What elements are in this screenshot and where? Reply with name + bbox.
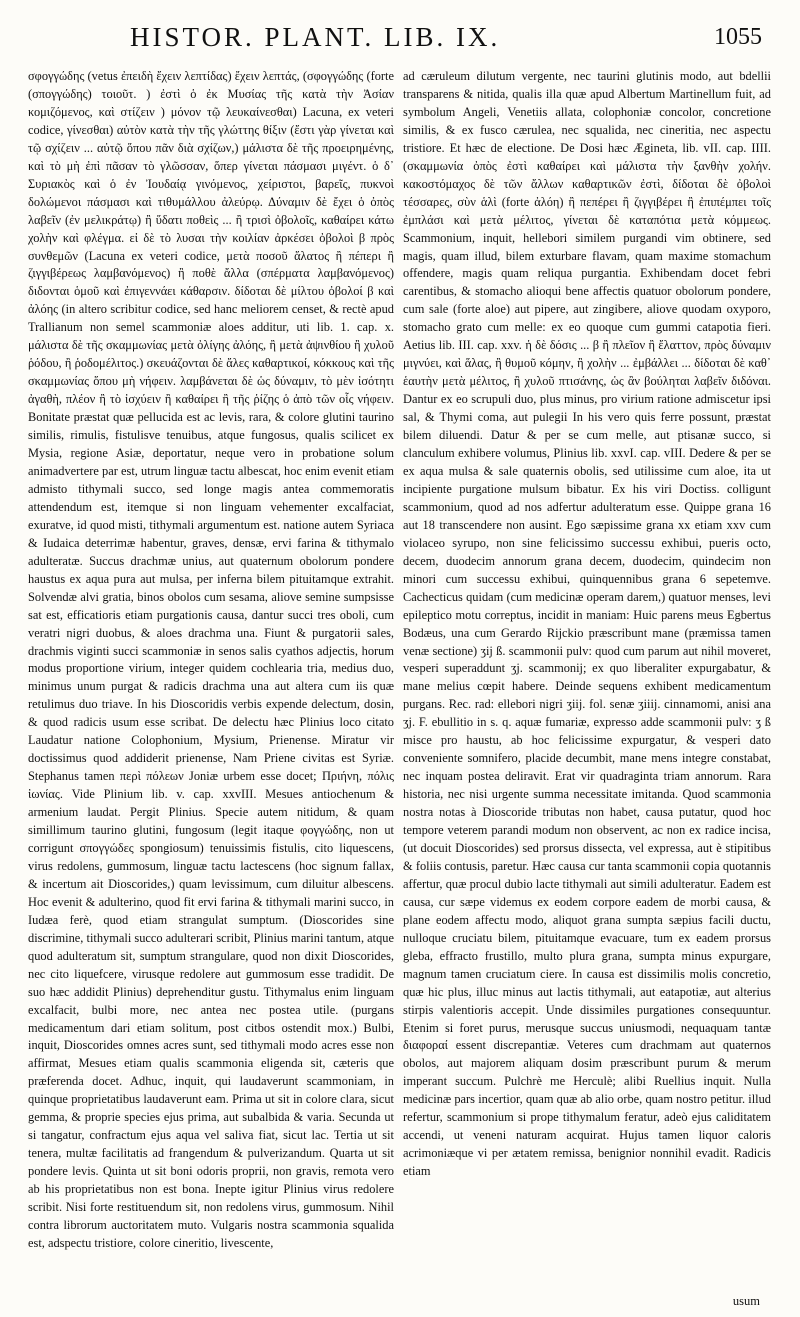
left-column-text: σφογγώδης (vetus ἐπειδὴ ἔχειν λεπτίδας) ἔχειν λεπτάς, (σφογγώδης (forte (σπογγώδης) τοιοῦτ. ) ἐστὶ ὁ ἐκ Μυσίας τῆς κατὰ τὴν Ἀσίαν κομιζόμενος, καὶ στίζειν ) μόνον τῷ λευκαίνεσθαι) Lacuna, ex veteri codice, γίνεσθαι) αὐτὸν κατὰ τὴν τῆς γλώττης θίξιν (ἔστι γὰρ γίνεται καὶ τῷ σχίζειν ... αὐτῷ ὅπου πᾶν διὰ σχίζων,) μάλιστα δὲ τῆς προειρημένης, καὶ τὸ μὴ ἐπὶ πᾶσαν τὸ γλῶσσαν, ὅπερ γίνεται πάσμασι μιγέντ. ὁ δ᾽ Συριακὸς καὶ ὁ ἐν Ἰουδαίᾳ γινόμενος, χείριστοι, βαρεῖς, πυκνοὶ δολώμενοι πάσμασι καὶ τιθυμάλλου ἀλεύρῳ. Δύναμιν δὲ ἔχει ὁ ὀπὸς λαβεῖν (ἐν μελικράτῳ) ἢ ὕδατι ποθεὶς ... ἢ τρισὶ ὀβολοῖς, καθαίρει κάτω χολὴν καὶ φλέγμα. εἰ δὲ τὸ λυσαι τὴν κοιλίαν ἀρκέσει ὀβολοὶ β πρὸς συνθεμῶν (Lacuna ex veteri codice, μετὰ ποσοῦ ἅλατος ἢ πέπερι ἢ ζιγγιβέρεως λαμβανόμενος) ἢ ποθὲ ἄλλα (σπέρματα λαμβανόμενος) διδονται ὁμοῦ καὶ ἐπιγεννάει κάθαρσιν. δίδοται δὲ μίλτου ὀβολοί β καὶ ἀλόης (in altero scribitur codice, sed hanc meliorem censet, & rectè apud Trallianum non semel scammoniæ aloes additur, uti lib. 1. cap. x. μάλιστα δὲ τῆς σκαμμωνίας μετὰ ὀλίγης ἀλόης, ἢ μετὰ ἀψινθίου ἢ χυλοῦ ῥόδου, ἢ ῥοδομέλιτος.) σκευάζονται δὲ ἄλες καθαρτικοί, κόκκους καὶ τῆς σκαμμωνίας ὅπου μὴ νήφειν. λαμβάνεται δὲ ὡς δύναμιν, τὸ μὲν ἰσότητι ἀγαθὴ, πλέον ἢ τὸ ἰσχύειν ἢ καθαίρει ἢ τῆς ῥίζης ὁ ἀπὸ τῶν οἷς νήφειν. Bonitate præstat quæ pellucida est ac levis, rara, & colore glutini taurino similis, rimulis, fistulisve tenuibus, atque fungosus, qualis scilicet ex Mysia, regione Asiæ, deportatur, neque vero in probatione solum animadvertere par est, utrum linguæ tactu albescat, hoc enim evenit etiam admisto tithymali succo, sed longe magis antea commemoratis attendendum est, itemque si non linguam vehementer excalfaciat, exuratve, id quod misti, tithymali argumentum est. natione autem Syriaca & Iudaica deterrimæ habentur, graves, densæ, ervi farina & tithymalo adulteratæ. Succus drachmæ unius, aut quaternum obolorum pondere haustus ex aqua pura aut mulsa, per inferna bilem pituitamque extrahit. Solvendæ alvi gratia, binos obolos cum sesama, aliove semine sumpsisse sat est, efficatioris etiam purgationis causa, dantur succi tres oboli, cum veratri nigri duobus, & aloes drachma una. Fiunt & purgatorii sales, drachmis viginti succi scammoniæ in senos salis cyathos adjectis, horum modus proportione virium, integer quidem cochlearia tria, medius duo, minimus unum purgat & radicis drachma una aut altera cum iis quæ retulimus duo triave. In his Dioscoridis verbis expende delectum, dosin, & quod radicis usum esse scribat. De delectu hæc Plinius loco citato Laudatur natione Colophonium, Mysium, Prienense. Miratur vir doctissimus quod addiderit prienense, Nam Priene civitas est Syriæ. Stephanus tamen περὶ πόλεων Joniæ urbem esse docet; Πριήνη, πόλις ἰωνίας. Vide Plinium lib. v. cap. xxvIII. Mesues antiochenum & armenium laudat. Pergit Plinius. Specie autem nitidum, & quam simillimum taurino glutini, fungosum (legit itaque φογγώδης, non ut corrigunt σπογγώδες spongiosum) tenuissimis fistulis, cito liquescens, virus redolens, gummosum, linguæ tactu lactescens (hoc signum fallax, & incertum ait Dioscorides,) quam levissimum, cum diluitur albescens. Hoc evenit & adulterino, quod fit ervi farina & tithymali marini succo, in Iudæa ferè, quod etiam strangulat sumptum. (Dioscorides sine discrimine, tithymali succo adulterari scribit, Plinius marini tantum, atque quod adulteratum sit, sumptum strangulare, quod non dixit Dioscorides, nec cito liquefcere, virusque redolere aut gummosum esse tradidit. De suo hæc addidit Plinius) deprehenditur gustu. Tithymalus enim linguam excalfacit, bulbi more, nec antea nec postea utile. (purgans medicamentum dari etiam solitum, post citbos ostendit mox.) Bulbi, inquit, Dioscorides omnes acres sunt, sed tithymali modo acres esse non affirmat, Mesues etiam qualis scammonia eligenda sit, cæteris que præferenda docet. Adhuc, inquit, qui laudaverunt scammoniam, in quinque proprietatibus laudaverunt eam. Prima ut sit in colore clara, sicut gemma, & proprie species ejus prima, aut subalbida & varia. Secunda ut si tangatur, confractum ejus aqua vel saliva fiat, sicut lac. Tertia ut sit tenera, multæ facilitatis ad frangendum & pulverizandum. Quarta ut sit pondere levis. Quinta ut sit boni odoris proprii, non gravis, remota vero ab his proprietatibus non est bona. Inepte igitur Plinius virus redolere scribit. Nisi forte restituendum sit, non redolens virus, gummosum. Nihil contra librorum auctoritatem muto. Vulgaris nostra scammonia squalida est, adspectu tristiore, colore cineritio, livescente, bbox=[28, 69, 394, 1250]
right-column bbox=[403, 68, 771, 1313]
running-title: HISTOR. PLANT. LIB. IX. bbox=[130, 22, 501, 52]
catchword: usum bbox=[732, 1294, 760, 1308]
running-head bbox=[0, 18, 800, 58]
page-number: 1055 bbox=[714, 24, 762, 50]
right-column-text: ad cæruleum dilutum vergente, nec taurini glutinis modo, aut bdellii transparens & nitida, qualis illa quæ apud Albertum Martinellum fuit, ad symbolum Angeli, Venetiis allata, colophoniæ concolor, concretione similis, & ex fusco cærulea, nec squalida, nec cineritia, nec aspectu tristiore. Et hæc de electione. De Dosi hæc Ægineta, lib. vII. cap. IIII. (σκαμμωνία ὀπὸς ἐστὶ καθαίρει καὶ μάλιστα τὴν ξανθὴν χολήν. κακοστόμαχος δὲ τῶν ἄλλων καθαρτικῶν ἐστὶ, δίδοται δὲ ὀβολοὶ τέσσαρες, σὺν ἁλὶ (forte ἀλόη) ἢ πεπέρει ἢ ζιγγιβέρει ἢ ἐπιπέμπει τοῖς ἐμπλάσι καὶ μετὰ μέλιτος, γίνεται δὲ καταπότια μετὰ κόμμεως. Scammonium, inquit, hellebori similem purgandi vim obtinere, sed magis, quam illud, bilem exturbare flavam, quam maxime stomachum offendere, magis quam reliqua purgantia. Exhibendam docet febri carentibus, & stomacho alioqui bene affectis quatuor obolorum pondere, cum sale (forte aloe) aut pipere, aut zingibere, aliove quodam oxyporo, stomacho grato cum melle: ex eo quoque cum gummi catapotia fieri. Aetius lib. III. cap. xxv. ἡ δὲ δόσις ... β ἢ πλεῖον ἢ ἔλαττον, πρὸς δύναμιν μιγνύει, καὶ ἅλας, ἢ θυμοῦ κόμην, ἢ χολὴν ... ἐμβάλλει ... δίδοται δὲ καθ᾽ ἑαυτὴν μετὰ μέλιτος, ἢ χυλοῦ πτισάνης, ὡς ἂν βούληται λαβεῖν διδόναι. Dantur ex eo scrupuli duo, plus minus, pro virium ratione admiscetur ipsi sal, & Thymi coma, aut pulegii In his vero quis ferre possunt, præstat bilem diluendi. Datur & per se cum melle, aut ptisanæ succo, si clanculum exhibere volumus, Plinius lib. xxvI. cap. vIII. Dedere & per se ex aqua mulsa & sale quaternis obolis, sed utilissime cum aloe, ita ut incipiente purgatione mulsum bibatur. Ex his viri Doctiss. colligunt scammonium, quod ad nos adfertur adulteratum esse. Quippe grana 16 aut 18 transcendere non ausint. Ego sæpissime grana xx etiam xxv cum violaceo syrupo, non sine felicissimo successu exhibui, pueris octo, decem, duodecim annorum grana decem, duodecim, quindecim non minori cum successu exhibui, quinquennibus grana 6 sepetemve. Cachecticus quidam (cum medicinæ operam darem,) quatuor menses, levi epileptico motu correptus, incidit in maniam: Huic parens meus Egbertus Bodæus, una cum Gerardo Rijckio præscribunt mane (præmissa tamen venæ sectione) ʒij ß. scammonii pulv: quod cum parum aut nihil moveret, vesperi superaddunt ʒj. scammonij; ex quo liberaliter expurgabatur, & mane melius cœpit habere. Deinde sequens exhibent medicamentum purgans. Rec. rad: ellebori nigri ʒiij. fol. senæ ʒiiij. cinnamomi, anisi ana ʒj. F. ebullitio in s. q. aquæ fumariæ, expresso adde scammonii pulv: ʒ ß misce pro haustu, ab hoc felicissime expurgatur, & vesperi dato conveniente somnifero, placide decumbit, mane mens integre constabat, nec inquam postea deliravit. Erat vir quadraginta triam annorum. Rara historia, nec nisi urgente summa necessitate imitanda. Quod scammonia nostra notas à Dioscoride tributas non habet, causa putatur, quod hoc tempore veterem parandi modum non observent, ac non ex radice incisa, (ut docuit Dioscorides) sed prorsus dissecta, vel expressa, aut è stipitibus & foliis contusis, paretur. Hæc causa cur tanta scammonii copia quotannis affertur, quæ procul dubio lacte tithymali aut simili adulteratur. Eadem est causa, cur sæpe videmus ex eodem corpore eadem de morbi causa, & plane eodem affectu modo, aliquot grana sumpta sæpius facili ductu, nulloque cruciatu bilem, pituitamque evacuare, tum ex eadem prorsus gleba, effracto frustillo, multo plura grana, sumpta minus expurgare, magnum tamen cruciatum ciere. In causa est dissimilis molis concretio, quæ hic plus, illuc minus aut lactis tithymali, aut eatapotiæ, aut alterius stirpis valentioris accepit. Unde dissimiles purgationes consequuntur. Etenim si foret purus, merusque succus uniusmodi, nequaquam tantæ διαφοραί essent discrepantiæ. Veteres cum drachmam aut quaternos obolos, aut majorem aliquam dosim præscribunt purum & merum imperant succum. Pulchrè me Herculè; alibi Ruellius inquit. Nulla medicinæ pars incertior, quam quæ ab alio orbe, quam nostro petitur. illud refertur, scammonium si prope tithymalum feratur, adeò ejus caliditatem accendi, ut veneni naturam acquirat. Hujus tamen liquor caloris acrimoniæque vi per ætatem remissa, benignior nonnihil evadit. Radicis etiam bbox=[403, 69, 771, 1179]
left-column bbox=[28, 68, 394, 1313]
